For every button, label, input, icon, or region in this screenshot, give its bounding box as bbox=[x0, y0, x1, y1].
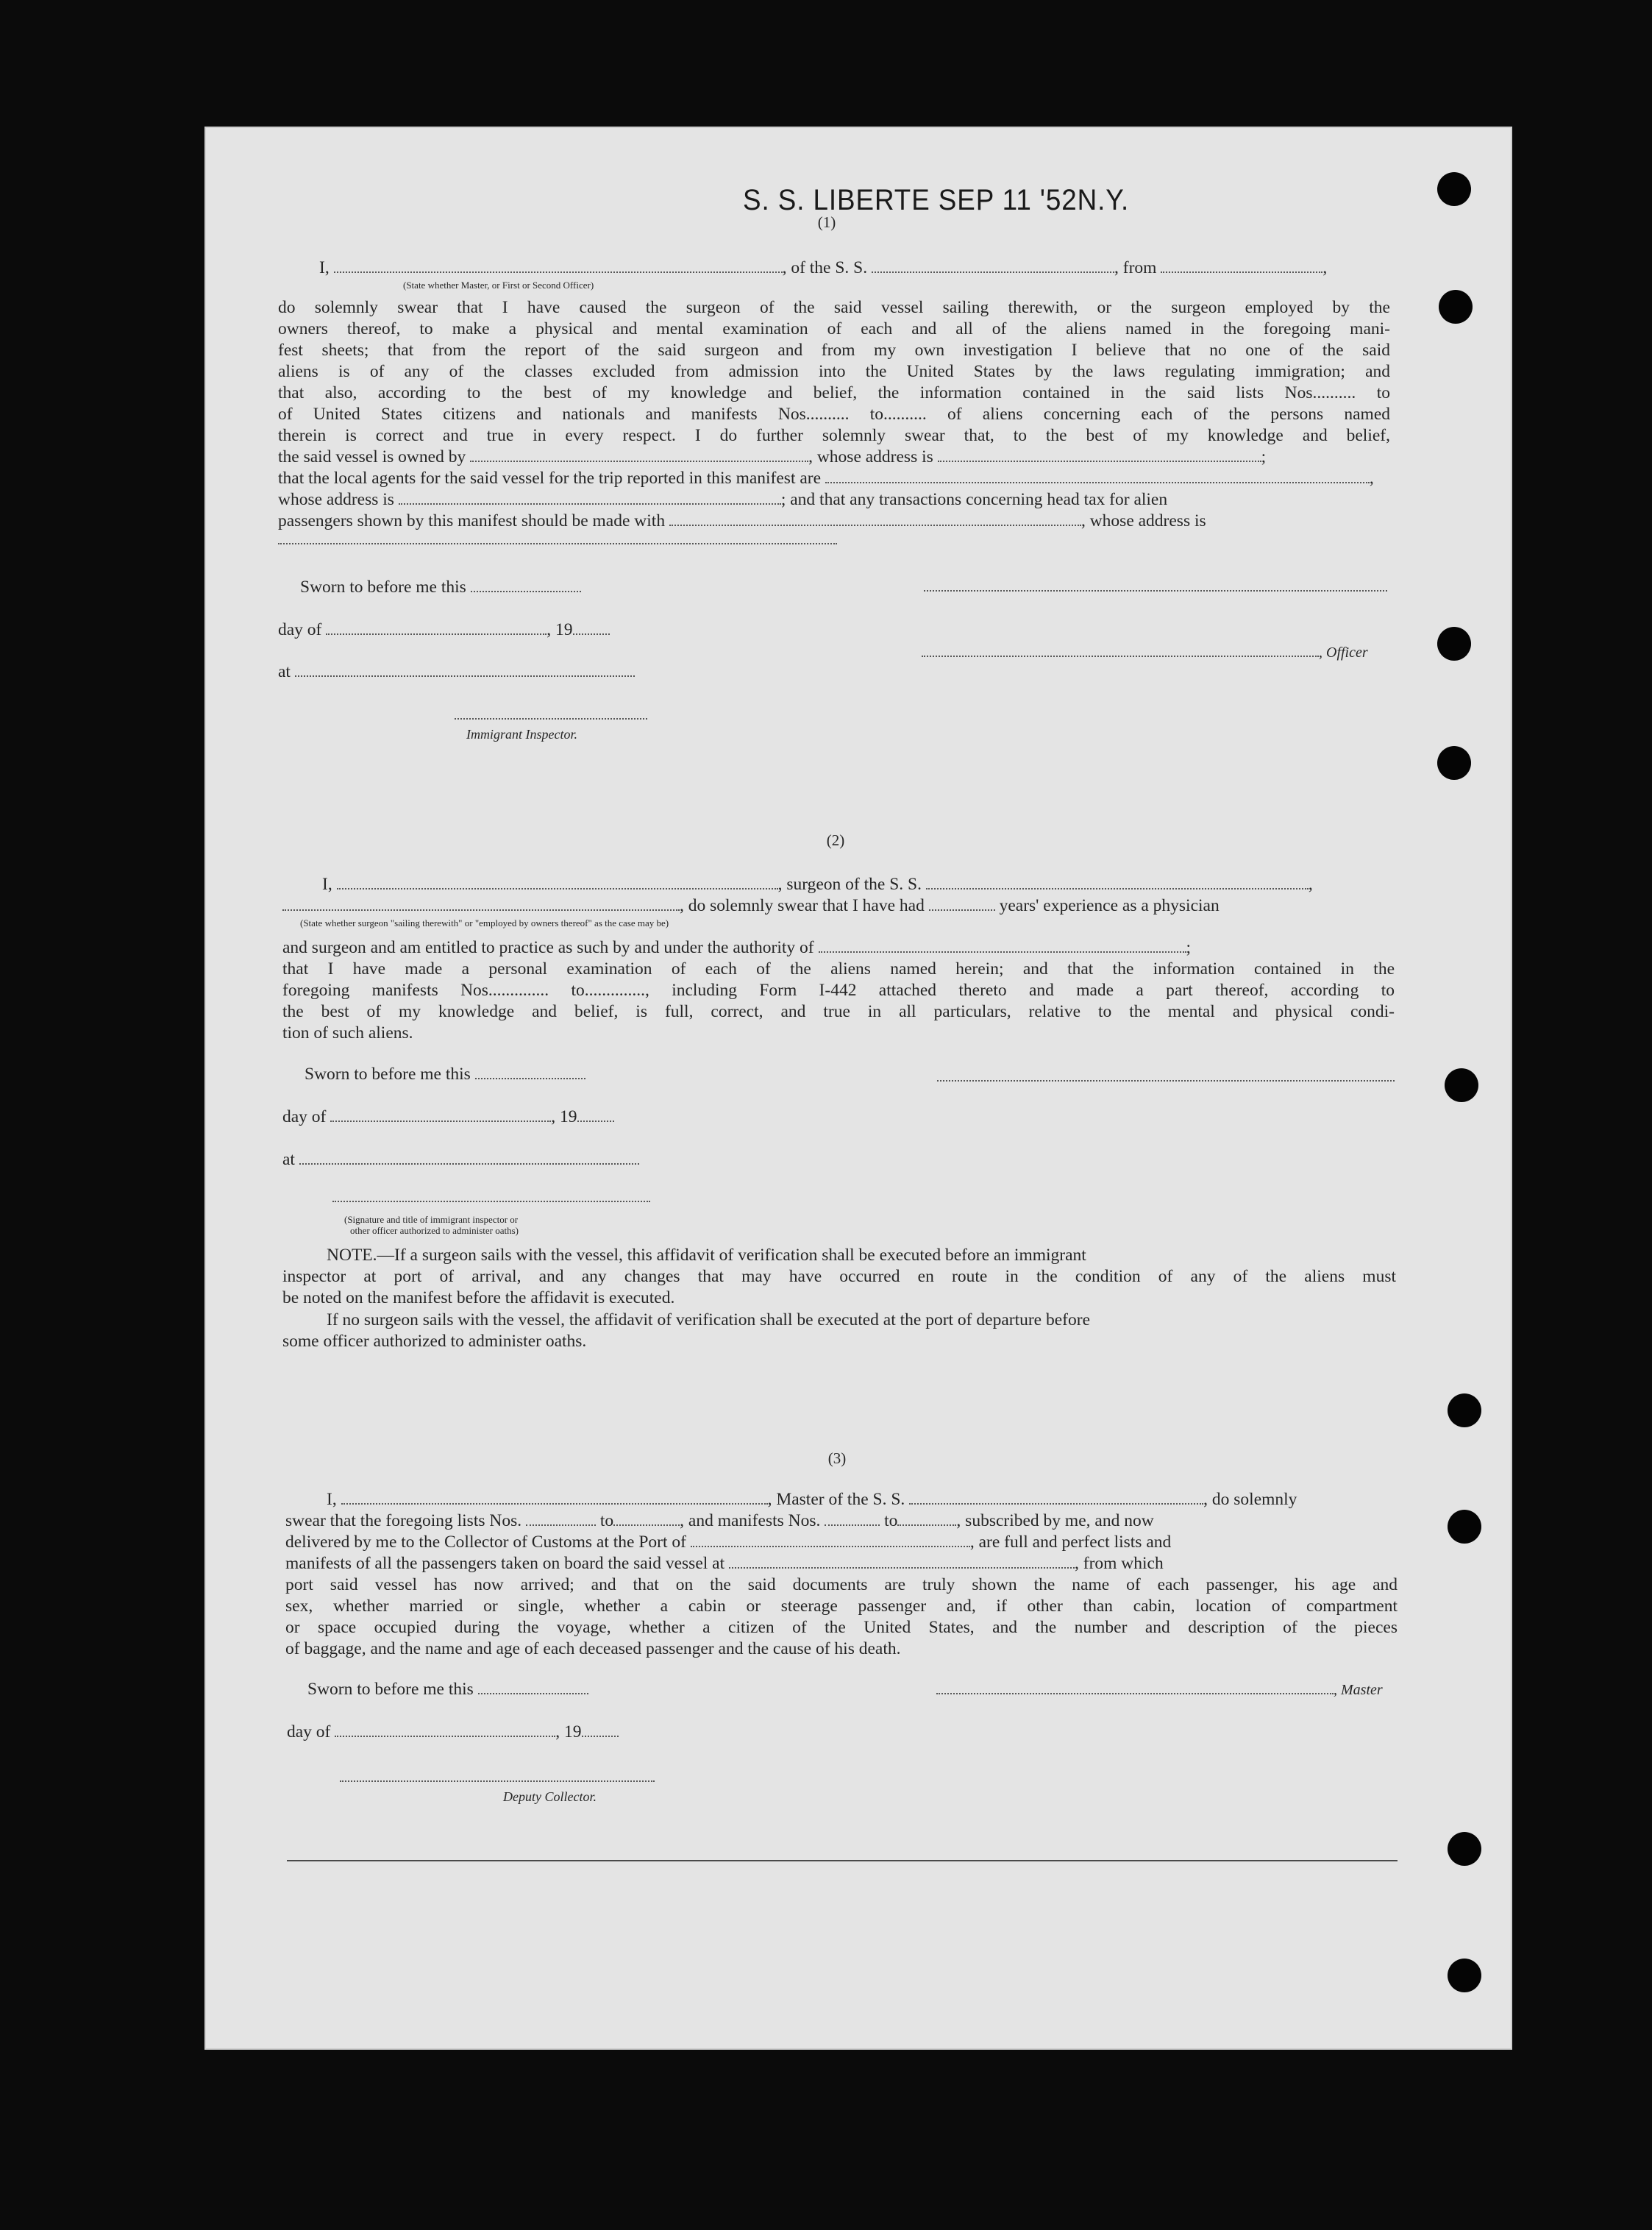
section-3-number: (3) bbox=[827, 1449, 847, 1467]
section-2-note-last: be noted on the manifest before the affidavit is executed. bbox=[282, 1288, 675, 1307]
section-2-line-2: , do solemnly swear that I have had years' experience as a physician bbox=[282, 895, 1220, 917]
bottom-rule bbox=[287, 1860, 1398, 1861]
section-3-master-line: , Master bbox=[936, 1679, 1383, 1701]
section-1-day-of: day of , 19 bbox=[278, 619, 610, 641]
section-1-number: (1) bbox=[817, 213, 836, 231]
section-1-body: do solemnly swear that I have caused the surgeon of the said vessel sailing therewith, or the surgeon employed by the owners thereof, to make a physical and mental examination of each and all of the aliens named in the foregoing mani- fest sheets; that from the report of the said surgeon and from my own investigation I believe that no one of the said aliens is of any of the classes excluded from admission into the United States by the laws regulating immigration; and that also, according to the best of my knowledge and belief, the information contained in the said lists Nos.......... to of United States citizens and nationals and manifests Nos.......... to.......... of aliens concerning each of the persons named therein is correct and true in every respect. I do further solemnly swear that, to the best of my knowledge and belief, bbox=[278, 298, 1390, 445]
section-3-body: port said vessel has now arrived; and that on the said documents are truly shown the name of each passenger, his age and sex, whether married or single, whether a cabin or steerage passenger and, if other than cabin, location of compartment or space occupied during the voyage, whether a citizen of the United States, and the number and description of the pieces bbox=[285, 1575, 1398, 1637]
section-3-line-1: I, , Master of the S. S. , do solemnly bbox=[327, 1490, 1297, 1509]
section-2-authority: and surgeon and am entitled to practice as such by and under the authority of ; bbox=[282, 938, 1192, 957]
section-1-agents-line: that the local agents for the said vessel for the trip reported in this manifest are , bbox=[278, 469, 1374, 488]
section-2-line-1: I, , surgeon of the S. S. , bbox=[322, 875, 1313, 894]
section-2-sig-note-2: other officer authorized to administer oaths) bbox=[350, 1225, 519, 1236]
section-2-sig-note-1: (Signature and title of immigrant inspector or bbox=[344, 1214, 519, 1225]
punch-hole bbox=[1437, 627, 1471, 661]
section-1-at: at bbox=[278, 661, 635, 683]
date-stamp: S. S. LIBERTE SEP 11 '52N.Y. bbox=[743, 184, 1130, 216]
section-2-note-2: If no surgeon sails with the vessel, the affidavit of verification shall be executed at the port of departure before bbox=[327, 1310, 1090, 1329]
section-2-note: NOTE.—If a surgeon sails with the vessel, this affidavit of verification shall be executed before an immigrant bbox=[327, 1246, 1086, 1265]
section-3-deputy-label: Deputy Collector. bbox=[503, 1789, 597, 1804]
section-3-line-4: manifests of all the passengers taken on board the said vessel at , from which bbox=[285, 1554, 1164, 1573]
section-2-note-body: inspector at port of arrival, and any changes that may have occurred en route in the condition of any of the aliens must bbox=[282, 1267, 1396, 1286]
section-2-sworn: Sworn to before me this bbox=[305, 1064, 585, 1085]
section-2-surgeon-note: (State whether surgeon "sailing therewith" or "employed by owners thereof" as the case may be) bbox=[300, 917, 669, 928]
section-1-head-tax-line: whose address is ; and that any transactions concerning head tax for alien bbox=[278, 490, 1168, 509]
section-1-signature-rule bbox=[924, 590, 1387, 592]
section-1-passengers-line: passengers shown by this manifest should be made with , whose address is bbox=[278, 511, 1206, 530]
section-2-inspector-rule bbox=[332, 1201, 650, 1202]
punch-hole bbox=[1448, 1959, 1481, 1992]
punch-hole bbox=[1439, 290, 1473, 324]
section-1-sworn: Sworn to before me this bbox=[300, 577, 581, 598]
punch-hole bbox=[1437, 172, 1471, 206]
punch-hole bbox=[1437, 746, 1471, 780]
form-page bbox=[204, 127, 1512, 2050]
punch-hole bbox=[1448, 1510, 1481, 1544]
section-1-address-rule bbox=[278, 543, 837, 544]
section-2-at: at bbox=[282, 1149, 639, 1171]
section-2-signature-rule bbox=[937, 1080, 1395, 1082]
section-3-body-last: of baggage, and the name and age of each deceased passenger and the cause of his death. bbox=[285, 1639, 901, 1658]
section-2-body: that I have made a personal examination of each of the aliens named herein; and that the information contained in the foregoing manifests Nos.............. to.............., including Form I-442 attached thereto and made a part thereof, according to the best of my knowledge and belief, is full, correct, and true in all particulars, relative to the mental and physical condi- bbox=[282, 959, 1395, 1021]
section-1-inspector-label: Immigrant Inspector. bbox=[466, 727, 577, 742]
section-2-body-last: tion of such aliens. bbox=[282, 1023, 413, 1043]
section-3-day-of: day of , 19 bbox=[287, 1722, 619, 1743]
section-3-line-2: swear that the foregoing lists Nos. to , and manifests Nos. to , subscribed by me, and now bbox=[285, 1511, 1154, 1530]
punch-hole bbox=[1448, 1832, 1481, 1866]
section-2-note-2-last: some officer authorized to administer oaths. bbox=[282, 1332, 587, 1351]
section-1-owned-line: the said vessel is owned by , whose address is ; bbox=[278, 447, 1267, 466]
punch-hole bbox=[1448, 1393, 1481, 1427]
section-3-sworn: Sworn to before me this bbox=[307, 1679, 588, 1700]
section-3-line-3: delivered by me to the Collector of Customs at the Port of , are full and perfect lists and bbox=[285, 1533, 1172, 1552]
punch-hole bbox=[1445, 1068, 1478, 1102]
section-3-deputy-rule bbox=[340, 1780, 655, 1782]
section-1-inspector-rule bbox=[455, 718, 647, 720]
section-1-officer-line: , Officer bbox=[922, 642, 1368, 664]
section-1-officer-note: (State whether Master, or First or Second Officer) bbox=[403, 280, 594, 291]
section-2-number: (2) bbox=[826, 831, 845, 849]
section-2-day-of: day of , 19 bbox=[282, 1107, 614, 1128]
section-1-line-1: I, , of the S. S. , from , bbox=[319, 258, 1328, 277]
